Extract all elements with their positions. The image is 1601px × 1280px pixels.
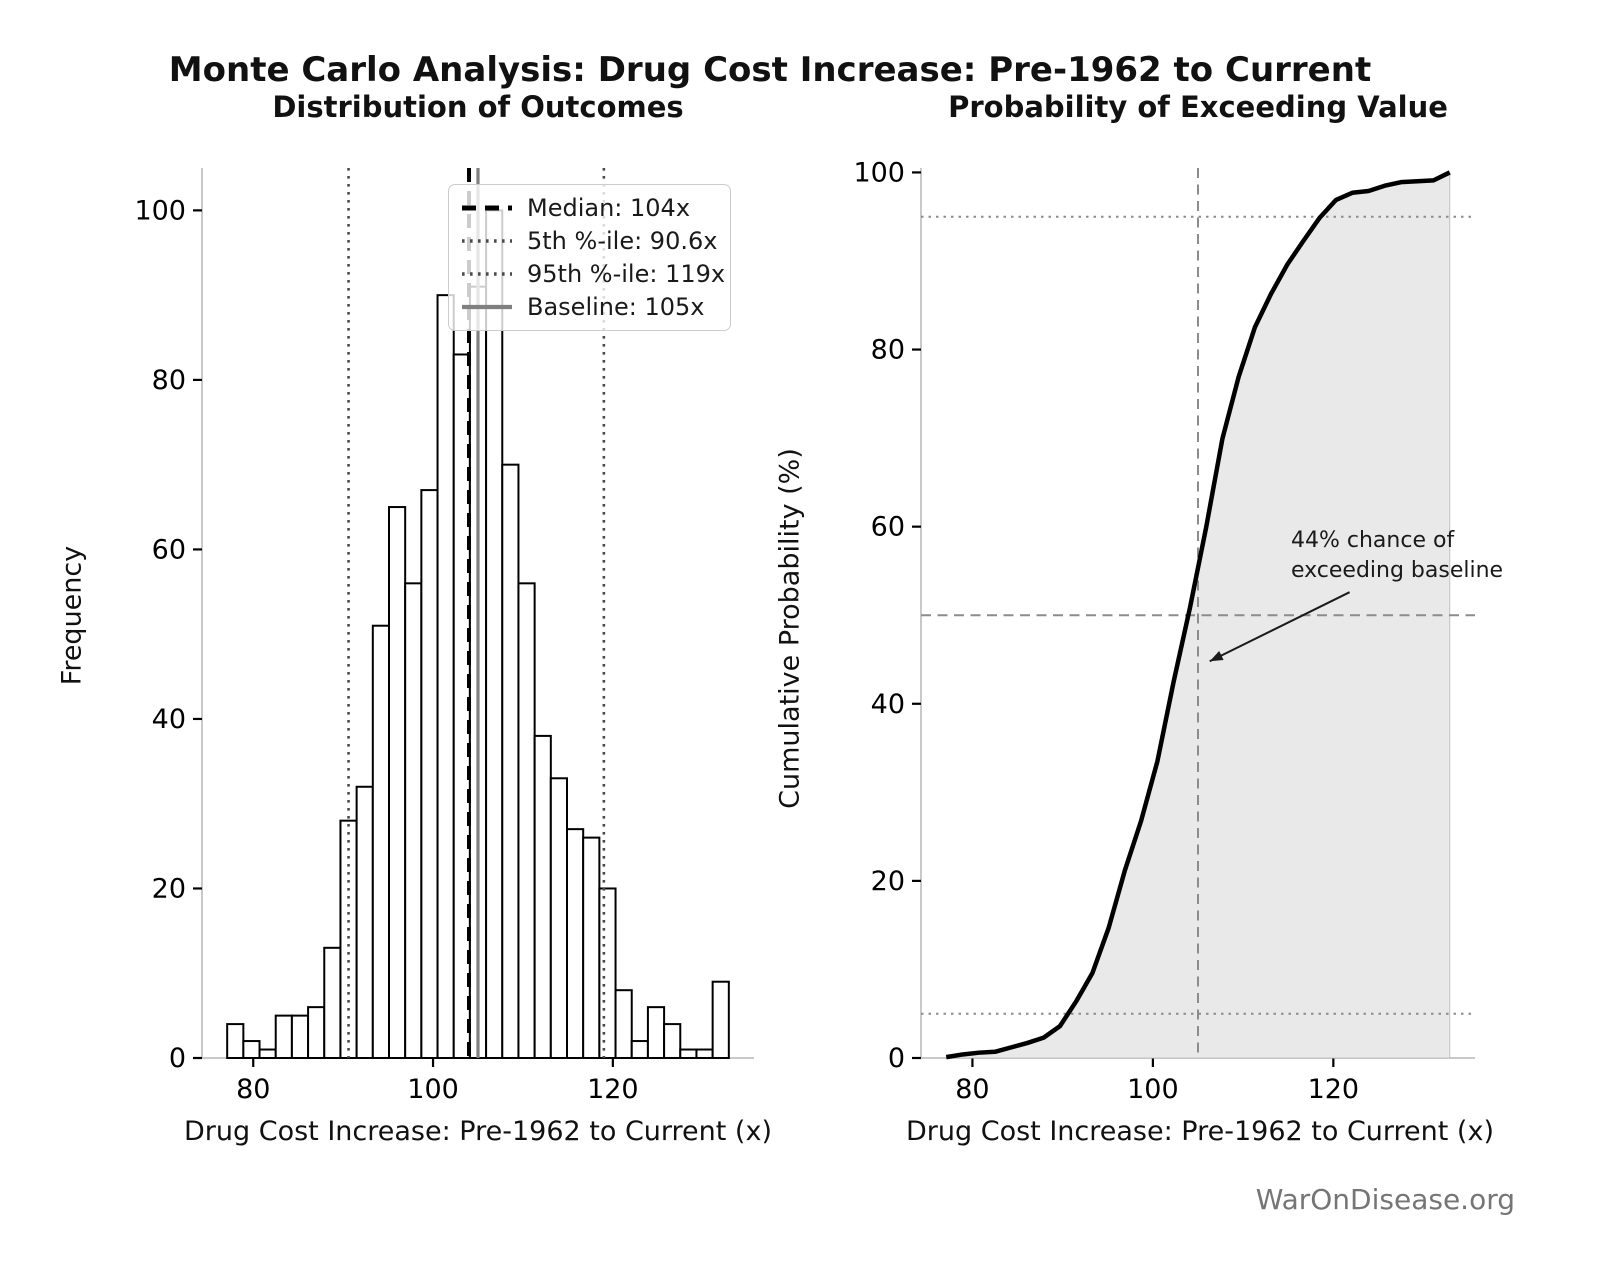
histogram-bar	[583, 838, 599, 1058]
hist-x-tick-label: 120	[587, 1074, 639, 1105]
histogram-bar	[696, 1050, 712, 1058]
histogram-x-axis-label: Drug Cost Increase: Pre-1962 to Current (x)	[184, 1116, 772, 1147]
histogram-bar	[502, 465, 518, 1058]
histogram-bar	[324, 948, 340, 1058]
histogram-title: Distribution of Outcomes	[272, 90, 684, 124]
annotation-line-2: exceeding baseline	[1291, 558, 1504, 584]
histogram-bar	[260, 1050, 276, 1058]
histogram-bar	[567, 829, 583, 1058]
hist-y-tick-label: 60	[151, 534, 186, 566]
histogram-bar	[535, 736, 551, 1058]
histogram-bar	[664, 1024, 680, 1058]
hist-x-tick-label: 80	[236, 1074, 271, 1105]
annotation-line-1: 44% chance of	[1291, 528, 1455, 553]
hist-y-tick-label: 0	[168, 1043, 186, 1074]
hist-y-tick-label: 20	[151, 873, 186, 905]
cdf-y-tick-label: 60	[870, 511, 905, 543]
histogram-bar	[227, 1024, 243, 1058]
legend-item	[461, 292, 720, 322]
histogram-bar	[551, 778, 567, 1058]
histogram-bar	[632, 1041, 648, 1058]
histogram-bar	[405, 583, 421, 1058]
histogram-bar	[357, 787, 373, 1058]
histogram-bar	[389, 507, 405, 1058]
cdf-y-tick-label: 100	[853, 157, 905, 189]
hist-y-tick-label: 40	[151, 703, 186, 735]
cdf-y-tick-label: 20	[870, 865, 905, 897]
histogram-bar	[680, 1050, 696, 1058]
legend-line-sample-solid	[461, 301, 513, 313]
histogram-bar	[518, 583, 534, 1058]
hist-y-tick-label: 80	[151, 364, 186, 396]
legend-label: Baseline: 105x	[527, 293, 705, 322]
cdf-x-axis-label: Drug Cost Increase: Pre-1962 to Current (x)	[906, 1116, 1494, 1147]
legend-line-sample-dashed	[461, 202, 513, 214]
histogram-bar	[276, 1016, 292, 1058]
watermark: WarOnDisease.org	[1255, 1183, 1515, 1216]
histogram-bar	[373, 626, 389, 1058]
cdf-y-tick-label: 40	[870, 688, 905, 720]
histogram-bar	[308, 1007, 324, 1058]
histogram-bar	[292, 1016, 308, 1058]
legend-item	[461, 193, 720, 223]
histogram-bar	[648, 1007, 664, 1058]
hist-y-tick-label: 100	[134, 195, 186, 227]
histogram-y-axis-label: Frequency	[56, 545, 88, 686]
cdf-x-tick-label: 80	[955, 1074, 990, 1105]
main-title: Monte Carlo Analysis: Drug Cost Increase: Pre-1962 to Current	[168, 50, 1372, 90]
histogram-bar	[243, 1041, 259, 1058]
histogram-bar	[599, 888, 615, 1058]
cdf-y-axis-label: Cumulative Probability (%)	[774, 448, 806, 809]
legend-label: 95th %-ile: 119x	[527, 260, 726, 289]
legend-item	[461, 259, 726, 289]
cdf-x-tick-label: 100	[1127, 1074, 1179, 1105]
legend-line-sample-dotted	[461, 235, 513, 247]
cdf-y-tick-label: 80	[870, 334, 905, 366]
histogram-bar	[486, 210, 502, 1058]
cdf-y-tick-label: 0	[887, 1043, 905, 1074]
histogram-bar	[438, 295, 454, 1058]
histogram-bar	[713, 982, 729, 1058]
legend-line-sample-dotted	[461, 268, 513, 280]
cdf-x-tick-label: 120	[1307, 1074, 1360, 1105]
histogram-bar	[421, 490, 437, 1058]
legend-label: 5th %-ile: 90.6x	[527, 226, 718, 255]
legend-label: Median: 104x	[527, 193, 691, 222]
histogram-bar	[616, 990, 632, 1058]
cdf-title: Probability of Exceeding Value	[948, 90, 1448, 124]
legend-item	[461, 226, 720, 256]
hist-x-tick-label: 100	[407, 1074, 459, 1105]
cdf-annotation	[1291, 526, 1503, 587]
legend	[448, 184, 731, 331]
